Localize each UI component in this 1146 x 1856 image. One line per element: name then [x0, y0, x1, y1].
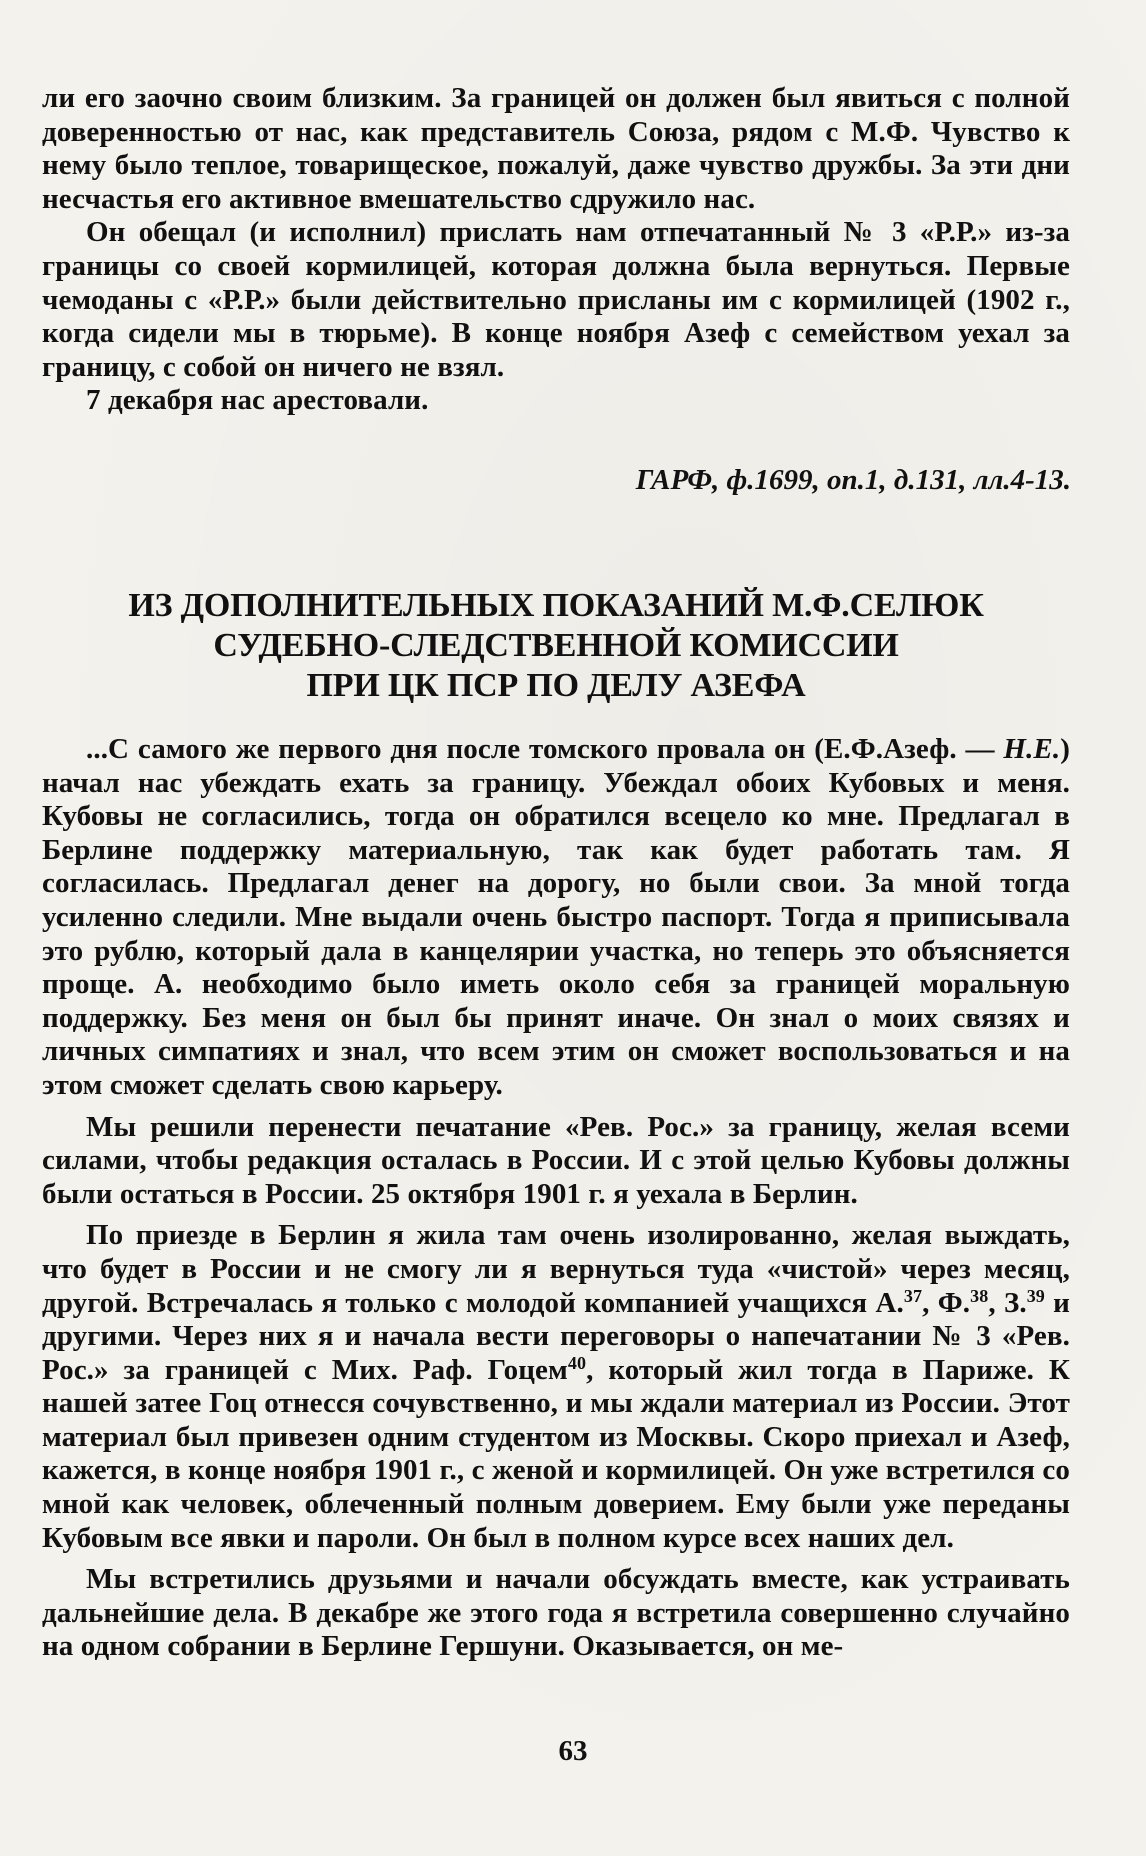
paragraph-text: По приезде в Берлин я жила там очень изолированно, желая выждать, что будет в России и не смогу ли я вернуться туда «чистой» через месяц, другой. Встречалась я только с молодой компанией учащихся А.	[42, 1219, 1070, 1319]
paragraph-text: , Ф.	[922, 1286, 971, 1319]
paragraph: 7 декабря нас арестовали.	[86, 384, 429, 417]
paragraph: ли его заочно своим близким. За границей он должен был явиться с полной доверенностью от нас, как представитель Союза, рядом с М.Ф. Чувство к нему было теплое, товарищеское, пожалуй, даже чувство дружбы. За эти дни несчастья его активное вмешательство сдружило нас.	[42, 82, 1070, 215]
paragraph	[42, 1219, 1070, 1555]
heading-line: ПРИ ЦК ПСР ПО ДЕЛУ АЗЕФА	[306, 667, 806, 704]
main-text-block	[42, 733, 1070, 1664]
paragraph-text: ...С самого же первого дня после томского провала он (Е.Ф.Азеф. —	[86, 733, 1004, 765]
footnote-ref[interactable]: 39	[1026, 1285, 1045, 1306]
footnote-ref[interactable]: 40	[567, 1352, 587, 1373]
paragraph-text: , З.	[988, 1286, 1027, 1319]
paragraph-text: , который жил тогда в Париже. К нашей затее Гоц отнесся сочувственно, и мы ждали материал из России. Этот материал был привезен одним студентом из Москвы. Скоро приехал и Азеф, кажется, в конце ноября 1901 г., с женой и кормилицей. Он уже встретился со мной как человек, облеченный полным доверием. Ему были уже переданы Кубовым все явки и пароли. Он был в полном курсе всех наших дел.	[42, 1353, 1070, 1554]
paragraph: Мы решили перенести печатание «Рев. Рос.» за границу, желая всеми силами, чтобы редакция осталась в России. И с этой целью Кубовы должны были остаться в России. 25 октября 1901 г. я уехала в Берлин.	[42, 1110, 1070, 1210]
heading-line: ИЗ ДОПОЛНИТЕЛЬНЫХ ПОКАЗАНИЙ М.Ф.СЕЛЮК	[128, 587, 984, 624]
paragraph	[42, 733, 1070, 1103]
heading-line: СУДЕБНО-СЛЕДСТВЕННОЙ КОМИССИИ	[213, 627, 899, 664]
footnote-ref[interactable]: 38	[970, 1285, 989, 1306]
section-heading	[42, 586, 1070, 706]
editor-initials: Н.Е.	[1003, 733, 1061, 765]
paragraph: Он обещал (и исполнил) прислать нам отпечатанный № 3 «Р.Р.» из-за границы со своей кормилицей, которая должна была вернуться. Первые чемоданы с «Р.Р.» были действительно присланы им с кормилицей (1902 г., когда сидели мы в тюрьме). В конце ноября Азеф с семейством уехал за границу, с собой он ничего не взял.	[42, 216, 1070, 383]
paragraph: Мы встретились друзьями и начали обсуждать вместе, как устраивать дальнейшие дела. В декабре же этого года я встретила совершенно случайно на одном собрании в Берлине Гершуни. Оказывается, он ме-	[42, 1563, 1070, 1663]
footnote-ref[interactable]: 37	[903, 1285, 923, 1306]
top-text-block	[42, 82, 1070, 418]
page-number: 63	[558, 1735, 588, 1767]
source-citation: ГАРФ, ф.1699, оп.1, д.131, лл.4-13.	[635, 464, 1071, 496]
paragraph-text: ) начал нас убеждать ехать за границу. Убеждал обоих Кубовых и меня. Кубовы не согласились, тогда он обратился всецело ко мне. Предлагал в Берлине поддержку материальную, так как будет работать там. Я согласилась. Предлагал денег на дорогу, но были свои. За мной тогда усиленно следили. Мне выдали очень быстро паспорт. Тогда я приписывала это рублю, который дала в канцелярии участка, но теперь это объясняется проще. А. необходимо было иметь около себя за границей моральную поддержку. Без меня он был бы принят иначе. Он знал о моих связях и личных симпатиях и знал, что всем этим он сможет воспользоваться и на этом сможет сделать свою карьеру.	[42, 733, 1070, 1101]
paragraph-text: и другими. Через них я и начала вести переговоры о напечатании № 3 «Рев. Рос.» за границей с Мих. Раф. Гоцем	[42, 1286, 1070, 1386]
